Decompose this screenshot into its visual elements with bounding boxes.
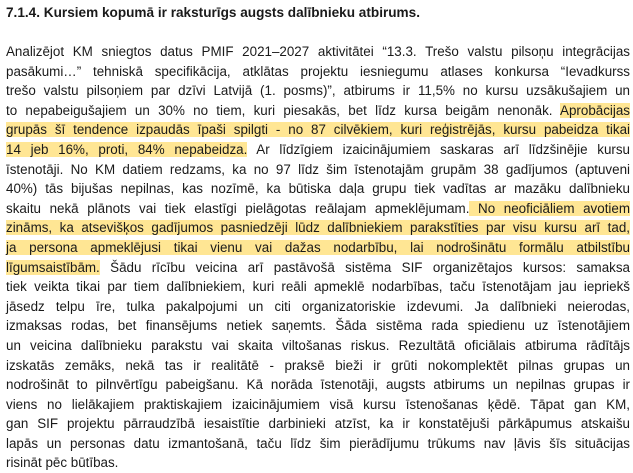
text-run: trešo valstu pilsoņiem par dzīvi Latvijā (1. posms)”, atbirums ir 11,5% no kursu uzsākušajiem un [6, 83, 630, 99]
text-run: jāsedz telpu īre, tulka pakalpojumi un citi organizatoriskie izdevumi. Ja dalībnieki neierodas, [6, 298, 630, 314]
text-run: izskatās zemāks, nekā tas ir realitātē - praksē bieži ir grūti nokomplektēt pilnas grupas un [6, 357, 630, 373]
highlighted-text: līgumsaistībām. [6, 259, 100, 275]
paragraph-line [6, 414, 630, 434]
highlighted-text: grupās šī tendence izpaudās īpaši spilgti - no 87 cilvēkiem, kuri reģistrējās, kursu pabeidza tikai [6, 122, 630, 138]
section-heading: 7.1.4. Kursiem kopumā ir raksturīgs augsts dalībnieku atbirums. [6, 5, 420, 20]
paragraph-line [6, 199, 630, 219]
paragraph-line [6, 375, 630, 395]
paragraph-line [6, 336, 630, 356]
paragraph-line [6, 81, 630, 101]
text-run: viens no lielākajiem praktiskajiem izaicinājumiem visā kursu īstenošanas ķēdē. Tāpat gan KM, [6, 396, 630, 412]
highlighted-text: 14 jeb 16%, proti, 84% nepabeidza. [6, 141, 248, 157]
text-run: un veicina dalībnieku parakstu vai skaita viltošanas riskus. Rezultātā oficiālais atbiruma rādītājs [6, 337, 630, 353]
paragraph-line [6, 218, 630, 238]
text-run: risināt pēc būtības. [6, 455, 119, 471]
paragraph-line [6, 395, 630, 415]
paragraph-line [6, 101, 630, 121]
paragraph-line [6, 453, 630, 473]
paragraph-line [6, 238, 630, 258]
text-run: īstenotāji. No KM datiem redzams, ka no 97 līdz šim īstenotajām grupām 38 gadījumos (aptuveni [6, 161, 630, 177]
paragraph-line [6, 258, 630, 278]
paragraph-line [6, 42, 630, 62]
paragraph-line [6, 316, 630, 336]
text-run: pasākumi…” tehniskā specifikācija, atklātas projektu iesniegumu atlases konkursa “Ievadkurss [6, 63, 630, 79]
text-run: Analizējot KM sniegtos datus PMIF 2021–2027 aktivitātei “13.3. Trešo valstu pilsoņu integrācijas [6, 44, 630, 59]
highlighted-text: ja persona apmeklējusi tikai vienu vai dažas nodarbību, lai nodrošinātu formālu atbilstību [6, 239, 630, 255]
paragraph-line [6, 434, 630, 454]
paragraph-line [6, 179, 630, 199]
highlighted-text: No neoficiāliem avotiem [469, 200, 630, 216]
paragraph-line [6, 277, 630, 297]
text-run: gan SIF projektu pārraudzībā iesaistītie darbinieki atzīst, ka ir konstatējuši pārkāpumus atskaišu [6, 416, 630, 432]
text-run: 40%) tās bijušas nepilnas, kas nozīmē, ka būtiska daļa grupu tiek vadītas ar mazāku dalībnieku [6, 181, 630, 197]
text-run: skaitu nekā plānots vai tiek elastīgi pielāgotas reālajam apmeklējumam. [6, 200, 470, 216]
paragraph-line [6, 140, 630, 160]
paragraph-line [6, 160, 630, 180]
text-run: Šādu rīcību veicina arī pastāvošā sistēma SIF organizētajos kursos: samaksa [99, 259, 630, 275]
text-run: to nepabeigušajiem un 30% no tiem, kuri piesakās, bet līdz kursa beigām nenonāk. [6, 102, 561, 118]
highlighted-text: Aprobācijas [560, 102, 630, 118]
text-run: tiek veikta tikai par tiem dalībniekiem, kuri reāli apmeklē nodarbības, taču īstenotājam jau iepriekš [6, 279, 630, 295]
paragraph-line [6, 356, 630, 376]
paragraph-line [6, 297, 630, 317]
document-page [6, 4, 630, 471]
body-paragraph [6, 42, 630, 473]
text-run: Ar līdzīgiem izaicinājumiem saskaras arī līdzšinējie kursu [247, 141, 630, 157]
text-run: lapās un personas datu izmantošanā, taču līdz šim pierādījumu trūkums nav ļāvis šīs situācijas [6, 435, 630, 451]
text-run: izmaksas rodas, bet finansējums netiek saņemts. Šāda sistēma rada spiedienu uz īstenotājiem [6, 318, 630, 334]
paragraph-line [6, 62, 630, 82]
text-run: nodrošināt to pilnvērtīgu pabeigšanu. Kā norāda īstenotāji, augsts atbirums un nepilnas grupas ir [6, 377, 630, 393]
highlighted-text: zināms, ka atsevišķos gadījumos pasniedzēji lūdz dalībniekiem parakstīties par visu kursu arī tad, [6, 220, 630, 236]
paragraph-line [6, 120, 630, 140]
